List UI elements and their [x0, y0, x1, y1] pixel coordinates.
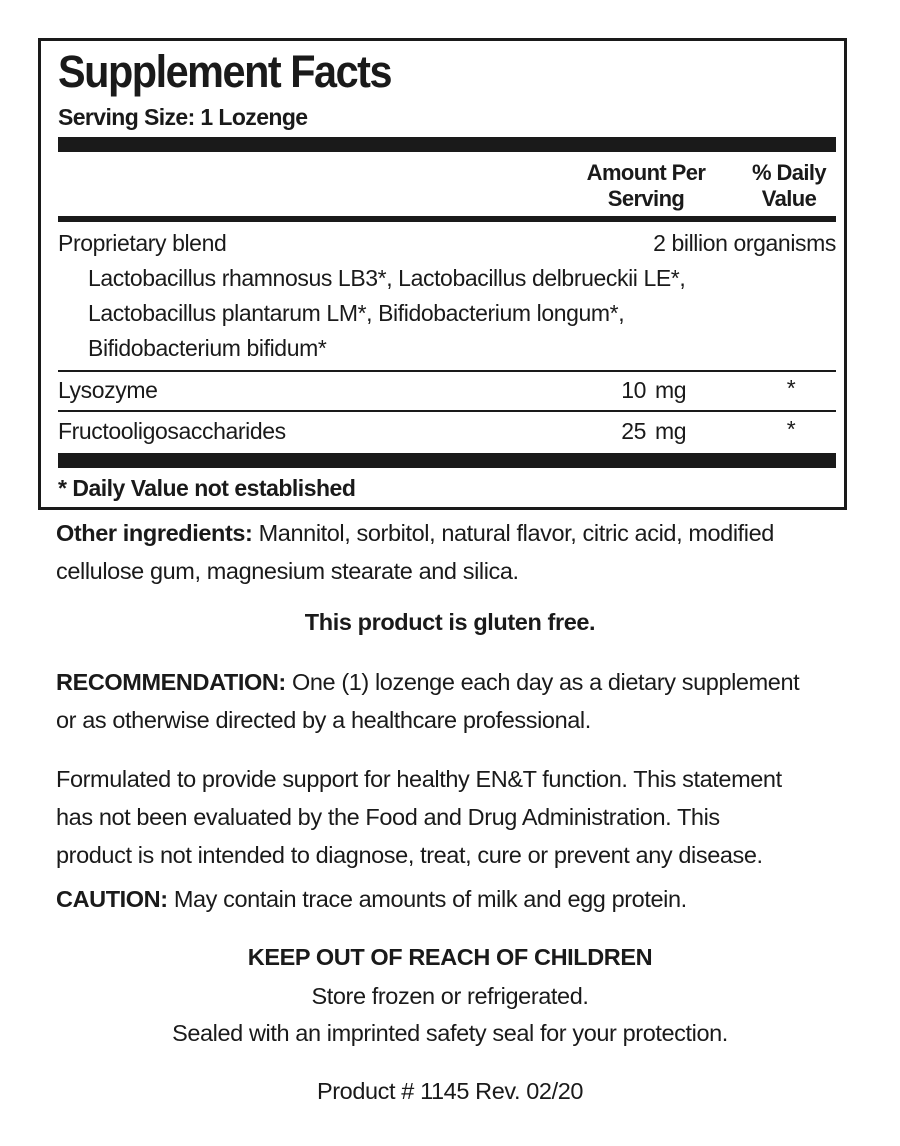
row-amount-fructooligosaccharides: 25: [621, 418, 646, 444]
other-ingredients: [56, 514, 774, 590]
fda-statement-line: Formulated to provide support for healthy EN&T function. This statement: [56, 766, 782, 792]
gluten-free-statement: This product is gluten free.: [304, 609, 596, 635]
product-number: Product # 1145 Rev. 02/20: [316, 1078, 584, 1104]
other-ingredients-text: cellulose gum, magnesium stearate and silica.: [56, 558, 519, 584]
blend-ingredient-line: Lactobacillus plantarum LM*, Bifidobacterium longum*,: [88, 300, 625, 326]
fda-statement-line: product is not intended to diagnose, treat, cure or prevent any disease.: [56, 842, 763, 868]
other-ingredients-text: Mannitol, sorbitol, natural flavor, citric acid, modified: [252, 520, 774, 546]
row-dv-fructooligosaccharides: *: [786, 416, 796, 442]
dv-header-line2: Value: [761, 186, 817, 211]
row-unit-fructooligosaccharides: mg: [655, 418, 687, 444]
row-name-fructooligosaccharides: Fructooligosaccharides: [58, 418, 286, 444]
recommendation-label: RECOMMENDATION:: [56, 669, 286, 695]
caution-text: May contain trace amounts of milk and egg protein.: [167, 886, 687, 912]
row-name-lysozyme: Lysozyme: [58, 377, 158, 403]
row-unit-lysozyme: mg: [655, 377, 687, 403]
amount-per-serving-header: [576, 160, 716, 212]
amount-header-line1: Amount Per: [586, 160, 706, 185]
amount-header-line2: Serving: [607, 186, 685, 211]
row-dv-lysozyme: *: [786, 375, 796, 401]
blend-ingredient-line: Bifidobacterium bifidum*: [88, 335, 327, 361]
storage-instructions: Store frozen or refrigerated.: [311, 983, 589, 1009]
supplement-facts-panel: [38, 38, 847, 510]
medium-divider: [58, 216, 836, 222]
thin-divider: [58, 410, 836, 412]
dv-header-line1: % Daily: [751, 160, 827, 185]
facts-title: Supplement Facts: [58, 46, 392, 97]
thick-divider-bottom: [58, 453, 836, 468]
safety-seal-note: Sealed with an imprinted safety seal for your protection.: [172, 1020, 728, 1046]
row-name-proprietary-blend: Proprietary blend: [58, 230, 227, 256]
recommendation-text: or as otherwise directed by a healthcare professional.: [56, 707, 591, 733]
fda-statement-line: has not been evaluated by the Food and Drug Administration. This: [56, 804, 720, 830]
row-amount-lysozyme: 10: [621, 377, 646, 403]
serving-size: Serving Size: 1 Lozenge: [58, 104, 308, 130]
recommendation-text: One (1) lozenge each day as a dietary supplement: [285, 669, 800, 695]
thin-divider: [58, 370, 836, 372]
blend-ingredient-line: Lactobacillus rhamnosus LB3*, Lactobacillus delbrueckii LE*,: [88, 265, 686, 291]
other-ingredients-label: Other ingredients:: [56, 520, 253, 546]
daily-value-footnote: * Daily Value not established: [58, 475, 356, 501]
keep-out-of-reach: KEEP OUT OF REACH OF CHILDREN: [247, 944, 653, 970]
row-amount-proprietary-blend: 2 billion organisms: [653, 230, 836, 256]
thick-divider-top: [58, 137, 836, 152]
caution: [56, 880, 687, 918]
recommendation: [56, 663, 799, 739]
fda-statement: [56, 760, 782, 874]
caution-label: CAUTION:: [56, 886, 168, 912]
daily-value-header: [739, 160, 839, 212]
